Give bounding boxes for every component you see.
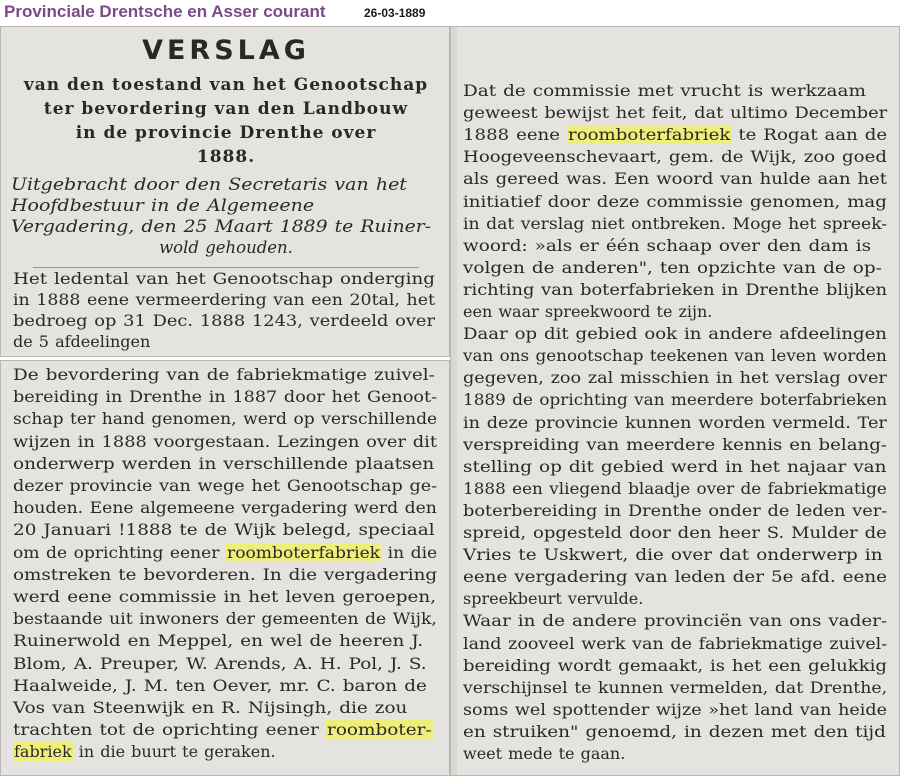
article-right-column-clipping xyxy=(450,26,900,776)
body-line: verschijnsel te kunnen vermelden, dat Drenthe, xyxy=(463,677,888,697)
body-line: weet mede te gaan. xyxy=(463,744,626,763)
body-line: 1888 eene roomboterfabriek te Rogat aan de xyxy=(463,125,888,145)
body-line: Hoogeveenschevaart, gem. de Wijk, zoo goed xyxy=(463,147,887,167)
body-line: 1888 een vliegend blaadje over de fabriekmatige xyxy=(463,478,887,498)
body-line: stelling op dit gebied werd in het najaar van xyxy=(463,456,887,476)
body-line: spreekbeurt vervulde. xyxy=(463,589,644,609)
search-highlight: roomboterfabriek xyxy=(227,542,381,562)
subtitle-line: Vergadering, den 25 Maart 1889 te Ruiner- xyxy=(11,217,432,236)
body-line: verspreiding van meerdere kennis en belang- xyxy=(463,434,887,454)
body-line: dezer provincie van wege het Genootschap ge- xyxy=(13,476,438,495)
body-line: Daar op dit gebied ook in andere afdeelingen xyxy=(463,324,887,344)
body-line: land zooveel werk van de fabriekmatige zuivel- xyxy=(463,633,888,653)
body-line: De bevordering van de fabriekmatige zuivel- xyxy=(13,365,435,384)
body-line: geweest bewijst het feit, dat ultimo December xyxy=(463,103,888,123)
intro-line: de 5 afdeelingen xyxy=(13,332,151,351)
body-line: eene vergadering van leden der 5e afd. eene xyxy=(463,567,887,587)
subtitle-line: Hoofdbestuur in de Algemeene xyxy=(11,196,315,215)
body-line: in deze provincie kunnen worden vermeld. Ter xyxy=(463,412,887,432)
intro-line: in 1888 eene vermeerdering van een 20tal, het xyxy=(13,290,435,309)
body-line: Dat de commissie met vrucht is werkzaam xyxy=(463,81,866,100)
publication-date: 26-03-1889 xyxy=(364,6,426,20)
body-line: wijzen in 1888 voorgestaan. Lezingen over dit xyxy=(13,431,438,451)
search-highlight: roomboter- xyxy=(327,720,432,740)
body-line: soms wel spottender wijze »het land van heide xyxy=(463,699,888,719)
body-line: Blom, A. Preuper, W. Arends, A. H. Pol, J. S. xyxy=(13,653,427,673)
column-gutter xyxy=(451,27,457,775)
body-line: volgen de anderen", ten opzichte van de op- xyxy=(463,257,882,277)
body-line: om de oprichting eener roomboterfabriek in die xyxy=(13,542,438,562)
title-line: 1888. xyxy=(196,147,256,167)
body-line: een waar spreekwoord te zijn. xyxy=(463,302,713,321)
body-line: 20 Januari !1888 te de Wijk belegd, speciaal xyxy=(13,520,435,540)
publication-title: Provinciale Drentsche en Asser courant xyxy=(4,2,326,21)
intro-line: bedroeg op 31 Dec. 1888 1243, verdeeld over xyxy=(13,311,435,330)
body-line: bereiding in Drenthe in 1887 door het Genoot- xyxy=(13,387,438,407)
body-line: van ons genootschap teekenen van leven worden xyxy=(463,346,887,366)
body-line: fabriek in die buurt te geraken. xyxy=(14,742,276,762)
body-line: werd eene commissie in het leven geroepen, xyxy=(13,587,437,606)
body-line: woord: »als er één schaap over den dam is xyxy=(463,235,872,255)
body-line: gegeven, zoo zal misschien in het verslag over xyxy=(463,368,887,388)
body-line: in dat verslag niet ontbreken. Moge het spreek- xyxy=(463,213,888,233)
body-line: als gereed was. Een woord van hulde aan het xyxy=(463,169,887,189)
title-line: van den toestand van het Genootschap xyxy=(23,75,429,95)
article-headline: VERSLAG xyxy=(142,35,310,66)
article-header-clipping xyxy=(0,26,450,357)
body-line: bereiding wordt gemaakt, is het een gelukkig xyxy=(463,655,887,675)
article-left-column-clipping xyxy=(0,360,450,776)
title-line: in de provincie Drenthe over xyxy=(75,123,377,143)
body-line: bestaande uit inwoners der gemeenten de Wijk, xyxy=(13,609,437,629)
body-line: Ruinerwold en Meppel, en wel de heeren J. xyxy=(13,631,424,651)
body-line: Vries te Uskwert, die over dat onderwerp in xyxy=(463,545,883,565)
body-line: boterbereiding in Drenthe onder de leden ver- xyxy=(463,500,888,520)
body-line: Waar in de andere provinciën van ons vader- xyxy=(463,611,888,631)
title-line: ter bevordering van den Landbouw xyxy=(43,99,409,119)
body-line: en struiken" genoemd, in dezen met den tijd xyxy=(463,721,886,741)
body-line: richting van boterfabrieken in Drenthe blijken xyxy=(463,279,888,299)
body-line: onderwerp werden in verschillende plaatsen xyxy=(13,453,435,473)
subtitle-line: wold gehouden. xyxy=(159,238,293,257)
body-line: trachten tot de oprichting eener roomboter- xyxy=(13,720,432,740)
intro-line: Het ledental van het Genootschap onderging xyxy=(13,269,435,288)
search-highlight: roomboterfabriek xyxy=(568,125,731,145)
masthead xyxy=(0,0,900,26)
subtitle-line: Uitgebracht door den Secretaris van het xyxy=(11,175,407,194)
body-line: schap ter hand genomen, werd op verschillende xyxy=(13,409,438,429)
body-line: 1889 de oprichting van meerdere boterfabrieken xyxy=(463,390,888,410)
body-line: omstreken te bevorderen. In die vergadering xyxy=(13,564,438,584)
body-line: Vos van Steenwijk en R. Nijsingh, die zou xyxy=(13,698,408,717)
search-highlight: fabriek xyxy=(14,742,72,762)
body-line: initiatief door deze commissie genomen, mag xyxy=(463,191,887,211)
body-line: houden. Eene algemeene vergadering werd den xyxy=(13,498,437,518)
body-line: spreid, opgesteld door den heer S. Mulder de xyxy=(463,523,887,542)
header-rule xyxy=(33,267,419,268)
body-line: Haalweide, J. M. ten Oever, mr. C. baron de xyxy=(13,675,427,695)
